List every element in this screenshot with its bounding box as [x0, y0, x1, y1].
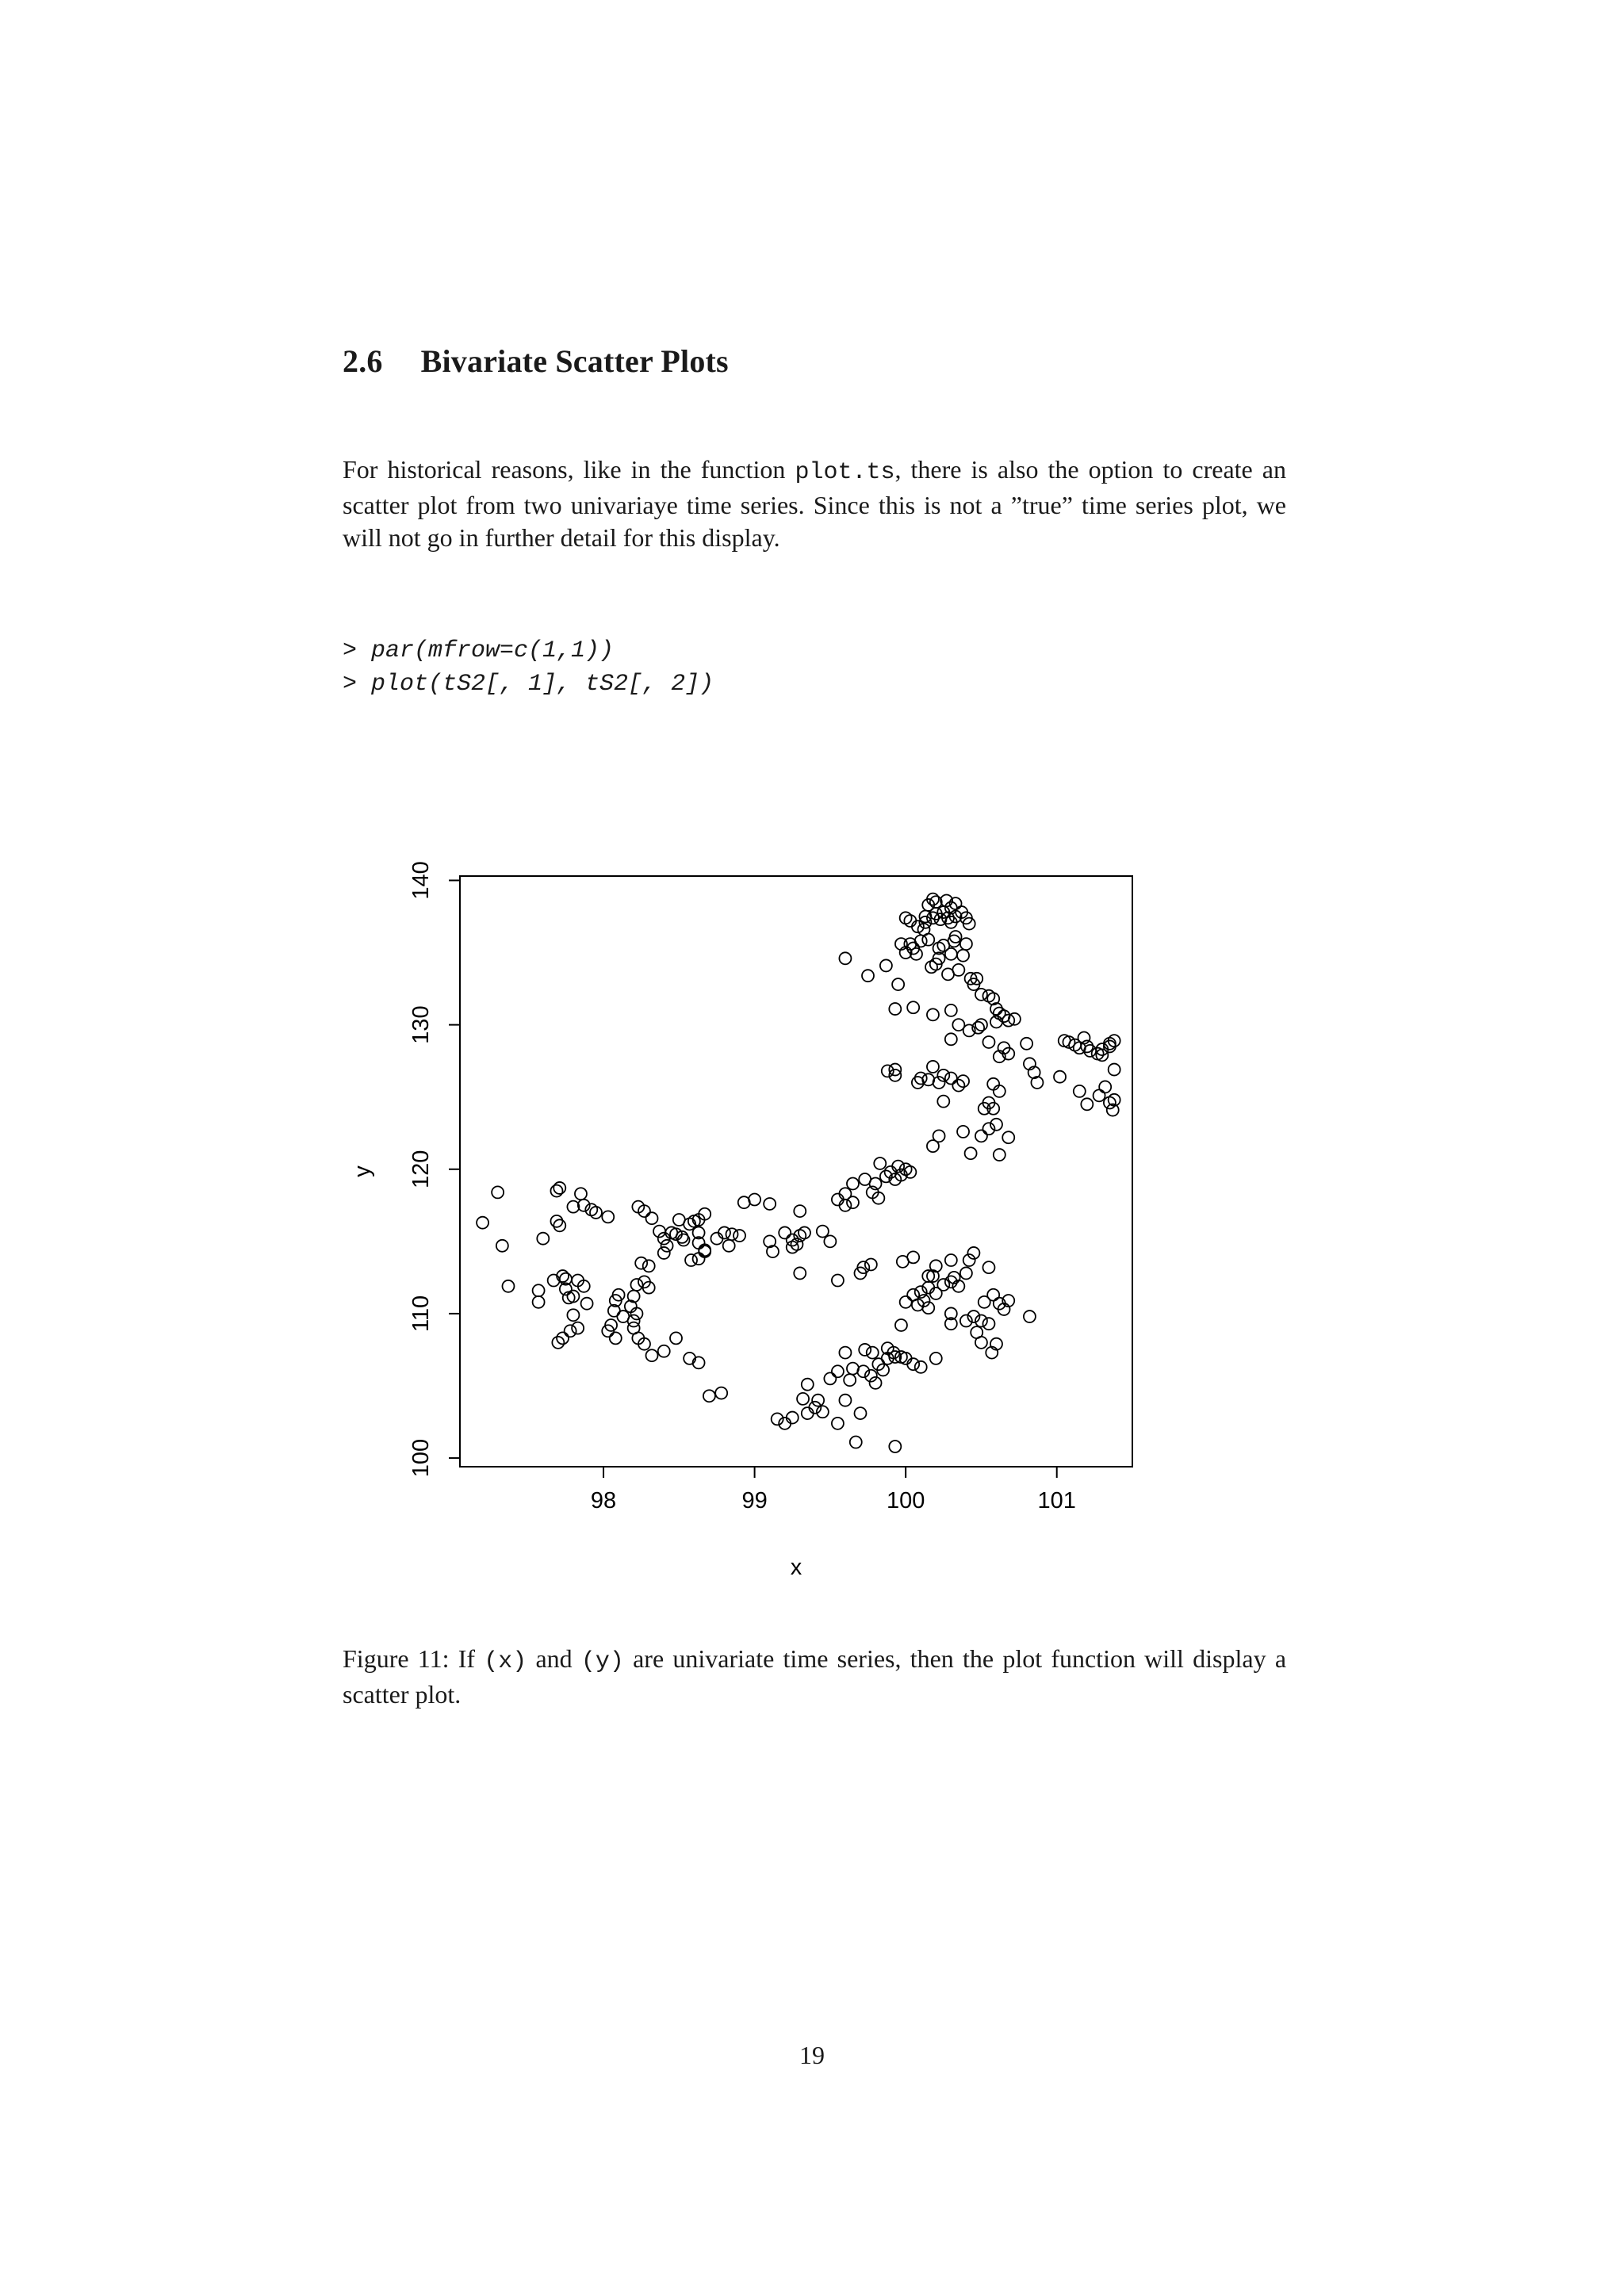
scatter-point [643, 1260, 655, 1272]
scatter-point [710, 1233, 722, 1245]
scatter-point [703, 1390, 715, 1402]
x-axis-label: x [790, 1555, 802, 1580]
inline-code-plot-ts: plot.ts [795, 459, 895, 486]
scatter-point [960, 1267, 972, 1279]
scatter-point [952, 964, 964, 976]
scatter-point [797, 1393, 809, 1405]
y-axis-label: y [350, 1165, 375, 1177]
scatter-point [945, 1254, 957, 1266]
scatter-point [661, 1240, 673, 1252]
scatter-point [987, 1289, 999, 1301]
scatter-point [670, 1332, 682, 1344]
scatter-point [575, 1188, 587, 1200]
scatter-point [847, 1196, 859, 1208]
scatter-point [854, 1407, 866, 1419]
scatter-point [867, 1347, 879, 1359]
scatter-point [892, 978, 904, 990]
scatter-point [915, 1361, 927, 1373]
scatter-point [553, 1182, 565, 1194]
scatter-point [982, 1036, 994, 1048]
scatter-point [839, 1200, 851, 1211]
scatter-point [628, 1315, 640, 1327]
code-line: > par(mfrow=c(1,1)) [343, 637, 615, 664]
scatter-point [565, 1325, 576, 1337]
scatter-point [787, 1412, 799, 1424]
scatter-point [987, 1078, 999, 1090]
y-tick-label: 100 [408, 1438, 434, 1478]
scatter-point [839, 1395, 851, 1406]
scatter-point [960, 938, 972, 950]
scatter-point [927, 1061, 939, 1073]
scatter-point [802, 1379, 814, 1391]
scatter-point [572, 1322, 584, 1334]
scatter-point [965, 1147, 977, 1159]
scatter-point [895, 1319, 907, 1331]
scatter-point [957, 1126, 969, 1138]
scatter-point [975, 1337, 987, 1349]
scatter-point [1094, 1089, 1105, 1101]
scatter-point [865, 1258, 877, 1270]
scatter-point [930, 1260, 942, 1272]
scatter-point [1021, 1038, 1032, 1050]
scatter-point [1109, 1064, 1120, 1076]
scatter-point [767, 1246, 779, 1257]
scatter-point [693, 1253, 705, 1265]
paragraph-text-1: For historical reasons, like in the function [343, 455, 795, 484]
scatter-point [477, 1217, 488, 1229]
scatter-point [952, 1019, 964, 1031]
scatter-point [533, 1284, 545, 1296]
scatter-point [889, 1441, 901, 1452]
scatter-point [1081, 1098, 1093, 1110]
scatter-point [492, 1186, 504, 1198]
scatter-point [635, 1257, 647, 1269]
caption-text: If [458, 1644, 485, 1673]
scatter-point [794, 1267, 806, 1279]
scatter-point [907, 1001, 919, 1013]
scatter-point [937, 1096, 949, 1108]
scatter-point [945, 948, 957, 960]
scatter-point [907, 1358, 919, 1370]
scatter-point [907, 1251, 919, 1263]
scatter-point [945, 1004, 957, 1016]
scatter-point [567, 1309, 579, 1321]
scatter-point [658, 1247, 670, 1259]
scatter-point [824, 1235, 836, 1247]
scatter-point [630, 1307, 642, 1319]
scatter-point [733, 1230, 745, 1242]
scatter-point [975, 1130, 987, 1142]
paragraph-text-2: , there is also the option to create an scatter plot from two univariaye time series. Since this is not a ”true” time series plot, we will not go in further detail for this display. [343, 455, 1287, 552]
scatter-point [502, 1280, 514, 1292]
scatter-point [945, 1073, 957, 1085]
y-tick-label: 120 [408, 1150, 434, 1188]
caption-label: Figure 11: [343, 1644, 458, 1673]
caption-text: are univariate time series, then the plot function will display a scatter plot. [343, 1644, 1287, 1709]
y-tick-label: 140 [408, 861, 434, 900]
scatter-point [945, 1033, 957, 1045]
scatter-point [839, 1347, 851, 1359]
caption-text: and [527, 1644, 581, 1673]
scatter-point [1054, 1071, 1066, 1083]
scatter-point [839, 952, 851, 964]
scatter-point [802, 1407, 814, 1419]
scatter-point [937, 1279, 949, 1291]
scatter-point [994, 1149, 1005, 1161]
scatter-point [832, 1418, 844, 1429]
code-line: > plot(tS2[, 1], tS2[, 2]) [343, 671, 714, 698]
scatter-point [847, 1177, 859, 1189]
scatter-point [646, 1349, 658, 1361]
scatter-point [1024, 1311, 1036, 1322]
scatter-point [832, 1194, 844, 1206]
scatter-point [922, 934, 934, 946]
scatter-point [1099, 1081, 1111, 1093]
scatter-point [812, 1395, 824, 1406]
scatter-point [602, 1211, 614, 1223]
scatter-point [982, 1318, 994, 1330]
scatter-point [844, 1374, 856, 1386]
scatter-point [658, 1345, 670, 1357]
caption-code-x: (x) [484, 1648, 527, 1675]
scatter-point [832, 1365, 844, 1377]
scatter-point [537, 1233, 549, 1245]
scatter-point [581, 1298, 593, 1310]
x-tick-label: 99 [741, 1488, 768, 1513]
scatter-point [646, 1212, 658, 1224]
figure-caption [343, 1643, 1286, 1711]
scatter-point [824, 1372, 836, 1384]
scatter-point [889, 1003, 901, 1015]
scatter-point [715, 1387, 727, 1399]
scatter-point [930, 1353, 942, 1364]
scatter-point [723, 1240, 735, 1252]
scatter-point [630, 1279, 642, 1291]
caption-code-y: (y) [580, 1648, 624, 1675]
section-number: 2.6 [343, 343, 383, 379]
scatter-point [850, 1437, 862, 1448]
scatter-point [749, 1194, 760, 1206]
plot-frame [460, 876, 1132, 1467]
scatter-point [533, 1296, 545, 1308]
y-tick-label: 110 [408, 1295, 434, 1333]
x-tick-label: 100 [886, 1488, 925, 1513]
scatter-point [1074, 1085, 1086, 1097]
x-tick-label: 101 [1037, 1488, 1076, 1513]
scatter-point [794, 1205, 806, 1217]
y-tick-label: 130 [408, 1005, 434, 1044]
scatter-point [496, 1240, 508, 1252]
scatter-point [982, 1261, 994, 1273]
scatter-point [610, 1332, 622, 1344]
scatter-point [628, 1291, 640, 1303]
scatter-point [994, 1085, 1005, 1097]
scatter-point [779, 1226, 791, 1238]
scatter-point [859, 1344, 871, 1356]
scatter-point [874, 1158, 886, 1169]
scatter-point [862, 970, 874, 982]
scatter-point [550, 1185, 562, 1197]
page-number: 19 [799, 2041, 825, 2069]
scatter-point [975, 1019, 987, 1031]
scatter-point [764, 1198, 776, 1210]
scatter-point [927, 1008, 939, 1020]
scatter-point [817, 1226, 829, 1238]
scatter-point [957, 950, 969, 962]
x-tick-label: 98 [590, 1488, 617, 1513]
scatter-point [927, 1140, 939, 1152]
scatter-point [832, 1275, 844, 1287]
scatter-point [1002, 1131, 1014, 1143]
scatter-point [900, 1296, 912, 1308]
section-title: Bivariate Scatter Plots [420, 343, 729, 379]
scatter-point [1031, 1077, 1043, 1089]
scatter-point [880, 959, 892, 971]
scatter-point [950, 931, 962, 943]
